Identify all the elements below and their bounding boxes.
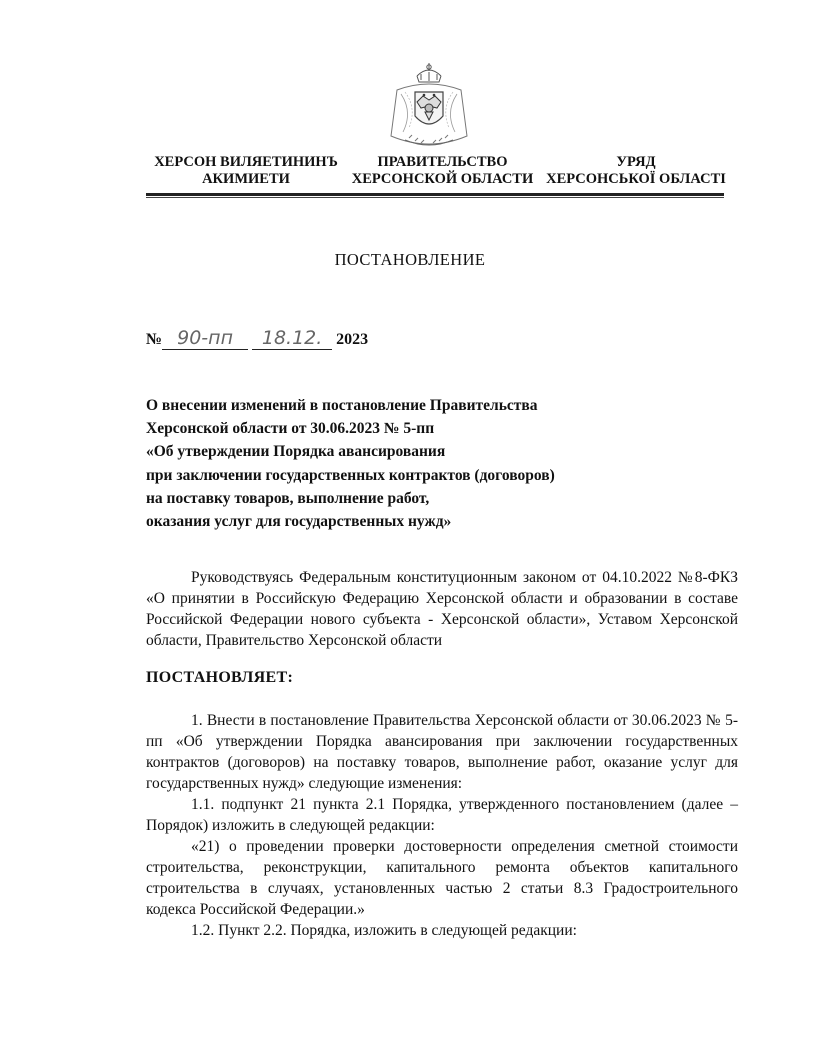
header-left-line1: ХЕРСОН ВИЛЯЕТИНИНЪ <box>154 154 338 170</box>
subject-line: О внесении изменений в постановление Правительства <box>146 397 538 414</box>
document-title: ПОСТАНОВЛЕНИЕ <box>334 250 486 269</box>
subject-line: на поставку товаров, выполнение работ, <box>146 489 430 507</box>
document-date-handwritten: 18.12. <box>261 327 323 349</box>
body-paragraph-1-2: 1.2. Пункт 2.2. Порядка, изложить в следующей редакции: <box>191 922 577 939</box>
document-subject <box>146 394 626 533</box>
header-divider-thick <box>146 193 724 196</box>
header-russian <box>345 154 540 188</box>
header-right-line2: ХЕРСОНСЬКОЇ ОБЛАСТІ <box>546 171 726 187</box>
number-sign: № <box>146 331 163 348</box>
header-mid-line2: ХЕРСОНСКОЙ ОБЛАСТИ <box>351 171 534 187</box>
document-number-line <box>146 329 368 350</box>
header-left-line2: АКИМИЕТИ <box>202 171 290 187</box>
coat-of-arms-emblem <box>383 62 475 152</box>
header-ukrainian <box>546 154 726 188</box>
header-crimean-tatar <box>146 154 346 188</box>
header-divider-thin <box>146 197 724 198</box>
subject-line: Херсонской области от 30.06.2023 № 5-пп <box>146 420 435 438</box>
body-paragraph-quote: «21) о проведении проверки достоверности определения сметной стоимости строительства, реконструкции, капитального ремонта объектов капитального строительства в случаях, установленных частью 2 статьи 8.3 Градостроительного кодекса Российской Федерации.» <box>146 838 738 918</box>
document-year: 2023 <box>336 331 369 348</box>
document-number-handwritten: 90-пп <box>177 327 234 349</box>
subject-line: при заключении государственных контрактов (договоров) <box>146 466 555 484</box>
header-mid-line1: ПРАВИТЕЛЬСТВО <box>377 154 508 170</box>
subject-line: оказания услуг для государственных нужд» <box>146 513 452 531</box>
subject-line: «Об утверждении Порядка авансирования <box>146 443 446 461</box>
decree-heading: ПОСТАНОВЛЯЕТ: <box>146 669 294 686</box>
body-paragraph-1-1: 1.1. подпункт 21 пункта 2.1 Порядка, утвержденного постановлением (далее – Порядок) изложить в следующей редакции: <box>146 796 738 834</box>
preamble-paragraph: Руководствуясь Федеральным конституционным законом от 04.10.2022 №8-ФКЗ «О принятии в Российскую Федерацию Херсонской области и образовании в составе Российской Федерации нового субъекта - Херсонской области», Уставом Херсонской области, Правительство Херсонской области <box>146 569 738 649</box>
body-paragraph-1: 1. Внести в постановление Правительства Херсонской области от 30.06.2023 № 5-пп «Об утверждении Порядка авансирования при заключении государственных контрактов (договоров) на поставку товаров, выполнение работ, оказание услуг для государственных нужд» следующие изменения: <box>146 712 738 792</box>
header-right-line1: УРЯД <box>616 154 656 170</box>
